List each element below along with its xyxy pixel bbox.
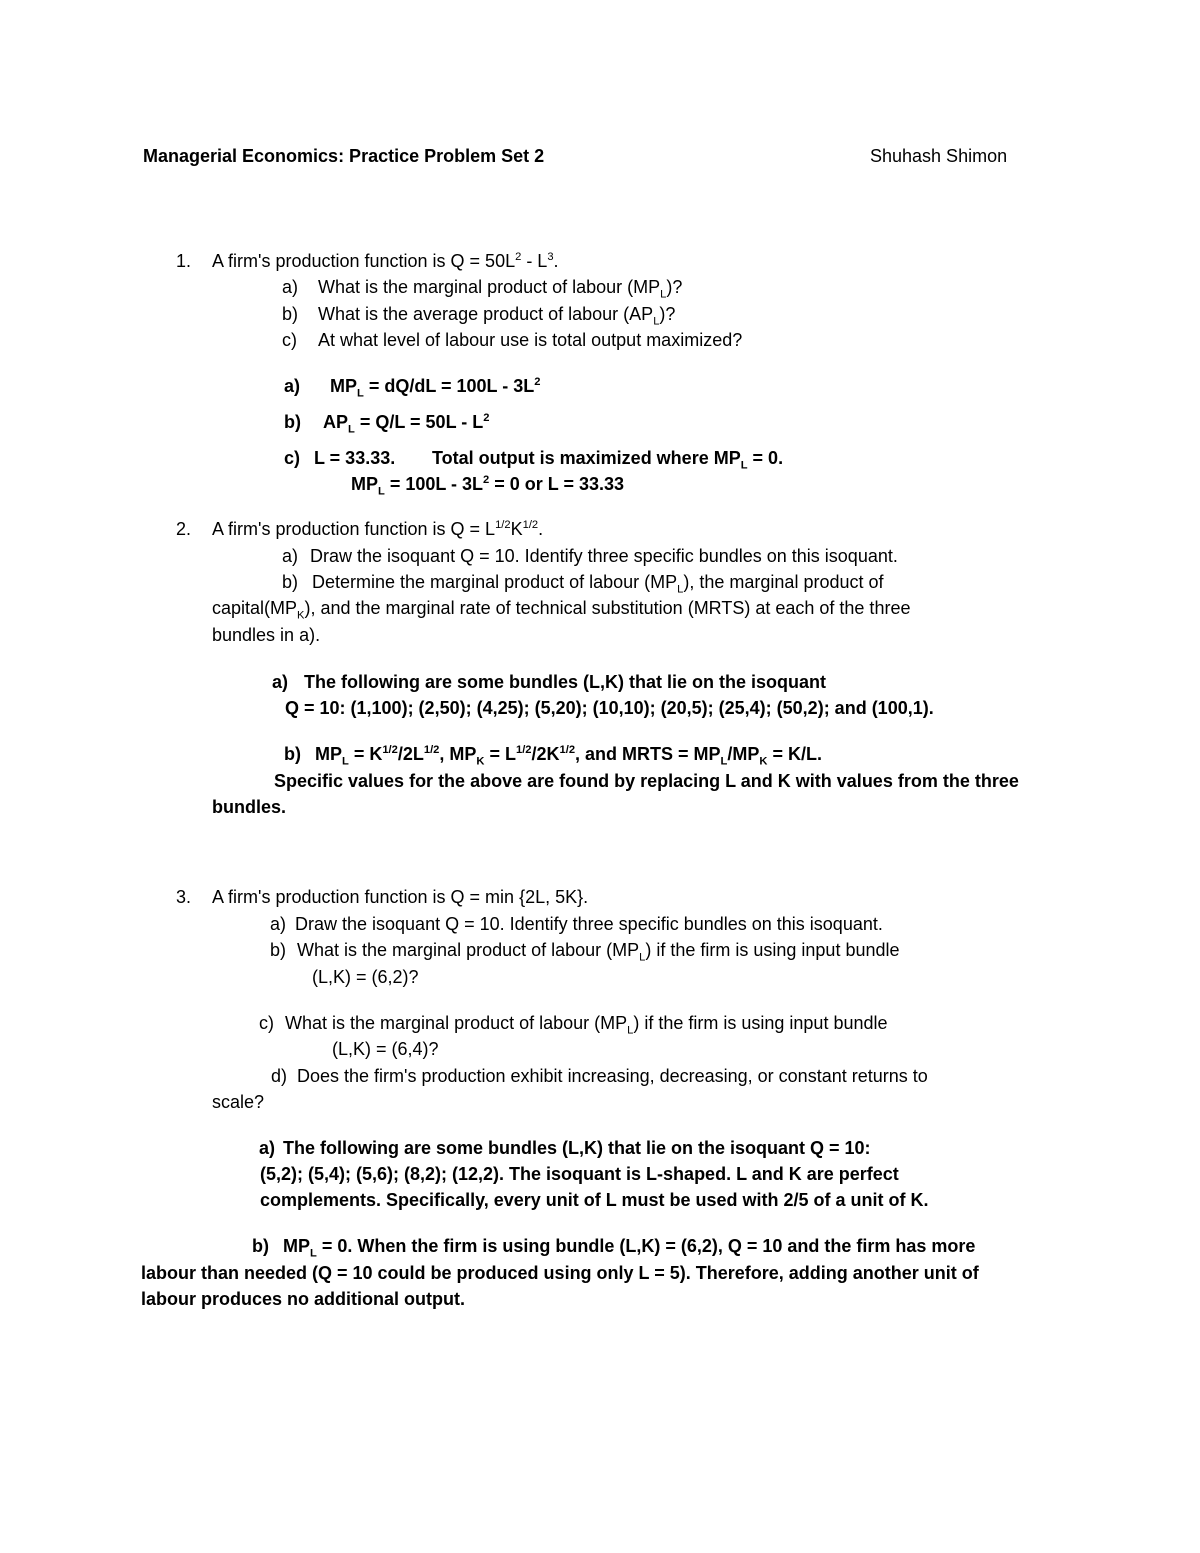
problem-3-question-a-label: a) [270, 914, 287, 934]
problem-2-answer-a: The following are some bundles (L,K) that lie on the isoquant [304, 672, 827, 692]
problem-2-answer-b: $MP_L = K^{1/2}/2L^{1/2}$, $MP_K = L^{1/2}/2K^{1/2}$, and MRTS = $MP_L/MP_K = K/L$. [315, 744, 822, 768]
problem-3-answer-a-line3: complements. Specifically, every unit of L must be used with 2/5 of a unit of K. [260, 1190, 929, 1210]
problem-1-answer-a-label: a) [284, 376, 301, 396]
problem-2-answer-b-line2: Specific values for the above are found by replacing L and K with values from the three [274, 771, 1019, 791]
problem-2-answer-a-bundles: Q = 10: (1,100); (2,50); (4,25); (5,20); (10,10); (20,5); (25,4); (50,2); and (100,1). [285, 698, 934, 718]
problem-1-question-a: What is the marginal product of labour $(MP_L)$? [318, 277, 683, 301]
problem-3-number: 3. [176, 887, 192, 907]
problem-1-question-a-label: a) [282, 277, 299, 297]
problem-3-statement: A firm's production function is Q = min {2L, 5K}. [212, 887, 589, 907]
author-name: Shuhash Shimon [870, 146, 1008, 166]
problem-3-question-d-label: d) [271, 1066, 288, 1086]
problem-2-question-b-label: b) [282, 572, 299, 592]
problem-3-answer-b: $MP_L = 0$. When the firm is using bundle (L,K) = (6,2), Q = 10 and the firm has more [283, 1236, 976, 1260]
problem-1-number: 1. [176, 251, 192, 271]
problem-3-question-c-bundle: (L,K) = (6,4)? [332, 1039, 439, 1059]
problem-2-question-a-label: a) [282, 546, 299, 566]
problem-2-number: 2. [176, 519, 192, 539]
problem-2-answer-a-label: a) [272, 672, 289, 692]
problem-1-question-b-label: b) [282, 304, 299, 324]
problem-1-answer-a: $MP_L = dQ/dL = 100L - 3L^2$ [330, 376, 541, 400]
problem-3-answer-b-line2: labour than needed (Q = 10 could be produced using only L = 5). Therefore, adding another unit of [141, 1263, 979, 1283]
problem-2-question-b: Determine the marginal product of labour $(MP_L)$, the marginal product of [312, 572, 884, 596]
document-title: Managerial Economics: Practice Problem Set 2 [143, 146, 545, 166]
problem-3-question-c: What is the marginal product of labour $(MP_L)$ if the firm is using input bundle [285, 1013, 888, 1037]
problem-3-answer-a-label: a) [259, 1138, 276, 1158]
problem-1-question-c-label: c) [282, 330, 297, 350]
problem-1-answer-c-value: L = 33.33. [314, 448, 396, 468]
problem-3-question-d: Does the firm's production exhibit increasing, decreasing, or constant returns to [297, 1066, 928, 1086]
problem-1-statement: A firm's production function is $Q = 50L^2 - L^3$. [212, 251, 559, 271]
problem-2-question-b-line3: bundles in a). [212, 625, 321, 645]
problem-3-question-b-bundle: (L,K) = (6,2)? [312, 967, 419, 987]
problem-1-answer-c-label: c) [284, 448, 301, 468]
problem-3-question-b: What is the marginal product of labour $(MP_L)$ if the firm is using input bundle [297, 940, 900, 964]
problem-1-answer-c-explanation: Total output is maximized where $MP_L = 0$. [432, 448, 784, 472]
problem-1-question-b: What is the average product of labour $(AP_L)$? [318, 304, 676, 328]
problem-2-answer-b-label: b) [284, 744, 301, 764]
problem-3-question-a: Draw the isoquant Q = 10. Identify three specific bundles on this isoquant. [295, 914, 883, 934]
problem-3-question-d-line2: scale? [212, 1092, 265, 1112]
problem-2-question-a: Draw the isoquant Q = 10. Identify three specific bundles on this isoquant. [310, 546, 898, 566]
problem-2-answer-b-line3: bundles. [212, 797, 287, 817]
problem-3-question-c-label: c) [259, 1013, 274, 1033]
problem-1-question-c: At what level of labour use is total output maximized? [318, 330, 743, 350]
problem-3-answer-a-line2: (5,2); (5,4); (5,6); (8,2); (12,2). The isoquant is L-shaped. L and K are perfect [260, 1164, 899, 1184]
problem-3-question-b-label: b) [270, 940, 287, 960]
problem-1-answer-b-label: b) [284, 412, 301, 432]
problem-2-question-b-line2: $capital(MP_K)$, and the marginal rate of technical substitution (MRTS) at each of the three [212, 598, 911, 622]
problem-3-answer-b-line3: labour produces no additional output. [141, 1289, 465, 1309]
problem-3-answer-a: The following are some bundles (L,K) that lie on the isoquant Q = 10: [283, 1138, 871, 1158]
problem-1-answer-c-equation: $MP_L = 100L - 3L^2 = 0$ or L = 33.33 [351, 474, 625, 498]
problem-1-answer-b: $AP_L = Q/L = 50L - L^2$ [323, 412, 490, 436]
problem-3-answer-b-label: b) [252, 1236, 269, 1256]
problem-2-statement: A firm's production function is $Q = L^{1/2}K^{1/2}$. [212, 519, 544, 539]
